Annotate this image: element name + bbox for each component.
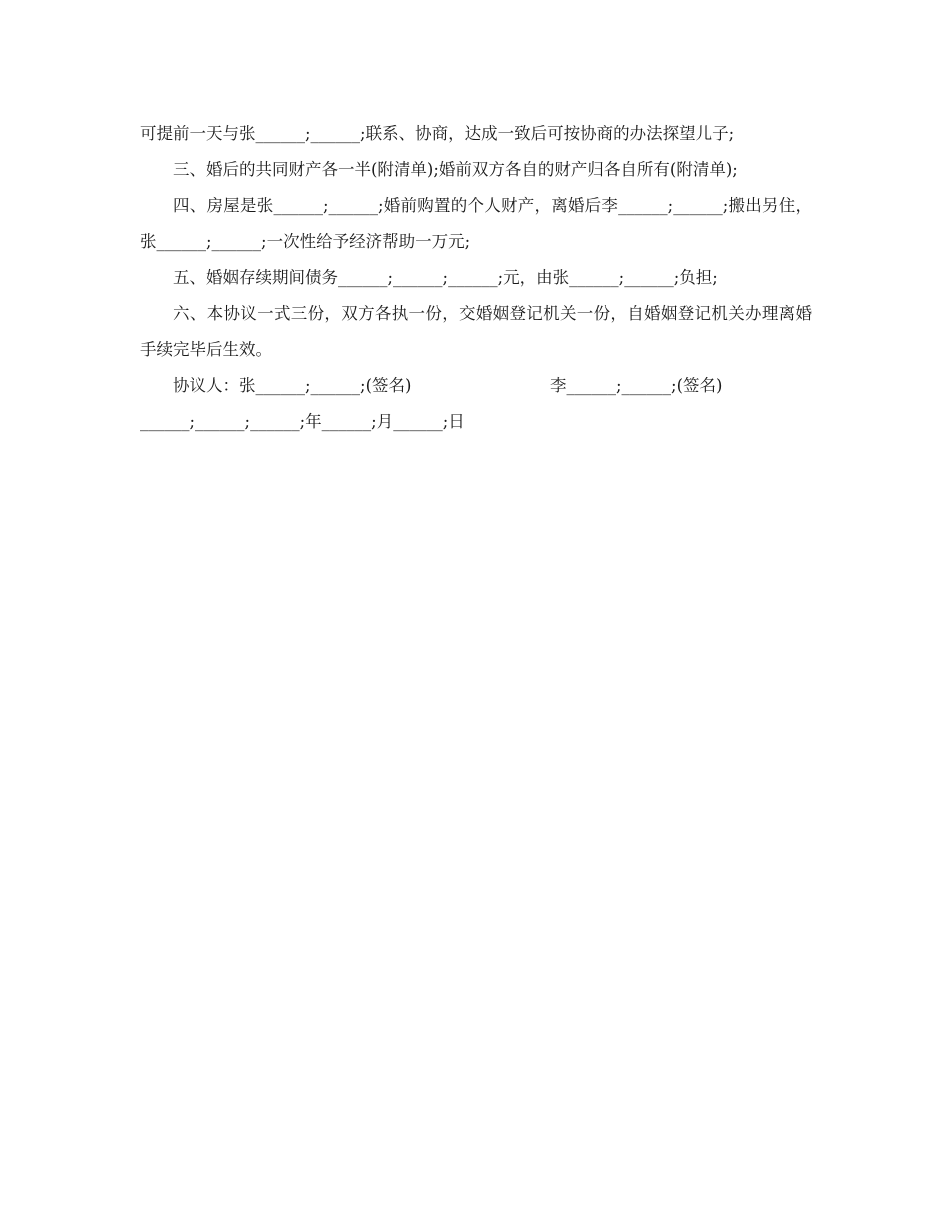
paragraph-clause-3-property: 三、婚后的共同财产各一半(附清单);婚前双方各自的财产归各自所有(附清单); xyxy=(173,160,738,179)
document-body xyxy=(140,116,812,440)
paragraph-clause-5-debt: 五、婚姻存续期间债务______;______;______;元，由张______;______;负担; xyxy=(173,268,718,287)
date-line: ______;______;______;年______;月______;日 xyxy=(140,412,465,431)
paragraph-clause-4-house: 四、房屋是张______;______;婚前购置的个人财产，离婚后李______;______;搬出另住，张______;______;一次性给予经济帮助一万元; xyxy=(140,196,812,251)
paragraph-clause-6-copies: 六、本协议一式三份，双方各执一份，交婚姻登记机关一份，自婚姻登记机关办理离婚手续完毕后生效。 xyxy=(140,304,812,359)
signature-party-li: 李______;______;(签名) xyxy=(550,376,723,395)
signature-row xyxy=(140,368,812,404)
paragraph-visit-continuation: 可提前一天与张______;______;联系、协商，达成一致后可按协商的办法探望儿子; xyxy=(140,124,735,143)
signature-party-zhang: 协议人：张______;______;(签名) xyxy=(173,376,412,395)
